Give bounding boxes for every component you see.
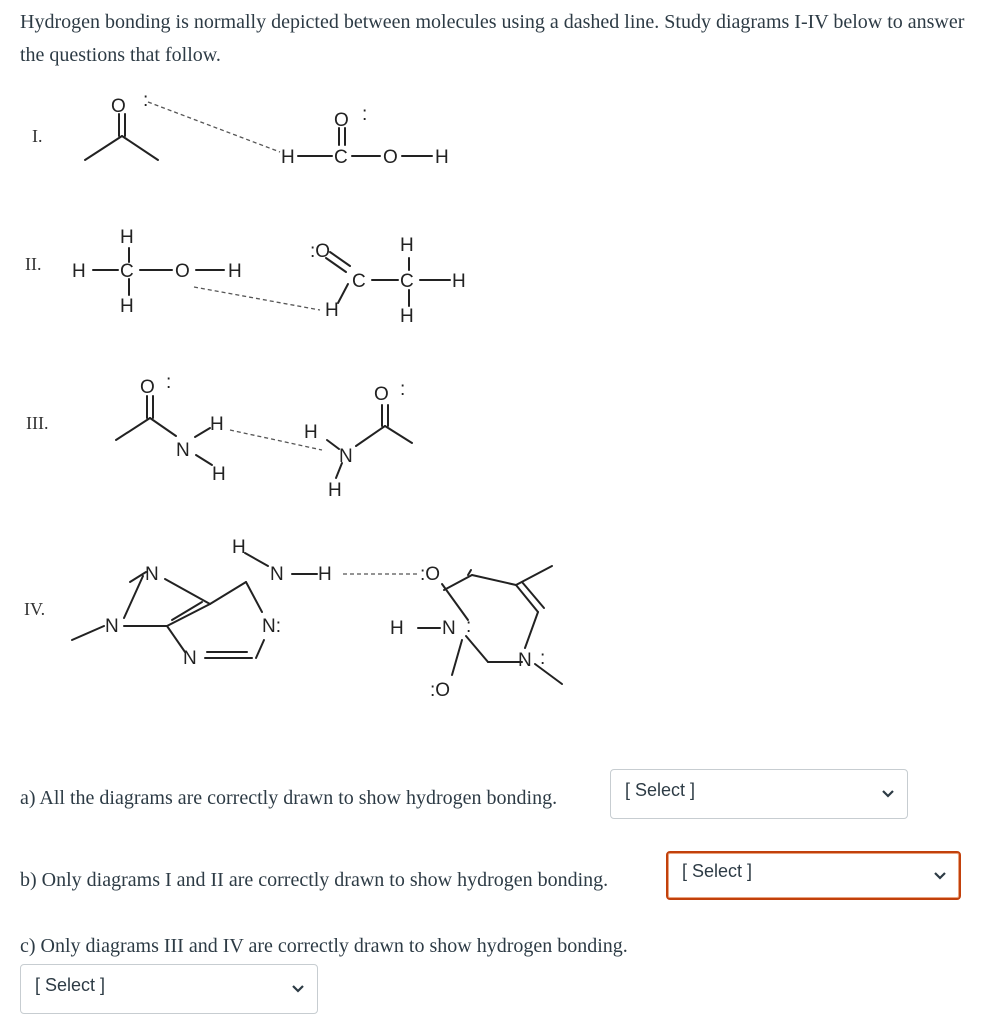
svg-text:C: C: [400, 271, 414, 292]
question-a-text: a) All the diagrams are correctly drawn to show hydrogen bonding.: [20, 787, 558, 809]
svg-text:N: N: [518, 650, 532, 671]
svg-text:C: C: [120, 261, 134, 282]
diagram-label-iii: III.: [26, 413, 49, 433]
svg-text:H: H: [120, 296, 134, 317]
svg-text:H: H: [210, 414, 224, 435]
svg-text:N: N: [339, 446, 353, 467]
question-b-select-value: [ Select ]: [682, 861, 753, 881]
svg-text:N: N: [442, 618, 456, 639]
svg-text:H: H: [328, 480, 342, 501]
svg-text:O: O: [140, 377, 155, 398]
svg-text:H: H: [120, 227, 134, 248]
svg-text:H: H: [400, 235, 414, 256]
svg-text::O: :O: [420, 564, 441, 585]
question-prompt: Hydrogen bonding is normally depicted between molecules using a dashed line. Study diagrams I-IV below to answer the questions that follow.: [20, 11, 965, 66]
svg-text:O: O: [111, 96, 126, 117]
svg-text:N: N: [145, 564, 159, 585]
svg-text:O: O: [374, 384, 389, 405]
svg-text::O: :O: [310, 241, 331, 262]
diagram-label-iv: IV.: [24, 599, 46, 619]
svg-text::O: :O: [430, 680, 451, 701]
question-c-text: c) Only diagrams III and IV are correctly drawn to show hydrogen bonding.: [20, 935, 628, 957]
svg-text:H: H: [325, 300, 339, 321]
svg-text:C: C: [352, 271, 366, 292]
svg-text:H: H: [318, 564, 332, 585]
svg-text:H: H: [452, 271, 466, 292]
svg-text:H: H: [390, 618, 404, 639]
question-b-text: b) Only diagrams I and II are correctly drawn to show hydrogen bonding.: [20, 869, 609, 891]
svg-text:H: H: [400, 306, 414, 327]
diagram-label-i: I.: [32, 126, 43, 146]
svg-text:N: N: [176, 440, 190, 461]
svg-text::: :: [540, 648, 546, 669]
svg-text:H: H: [228, 261, 242, 282]
svg-text:N:: N:: [262, 616, 281, 637]
chevron-down-icon: [881, 789, 895, 799]
svg-text::: :: [166, 372, 172, 393]
question-a-select[interactable]: [610, 769, 908, 819]
svg-text:O: O: [334, 110, 349, 131]
svg-text::: :: [362, 104, 368, 125]
svg-text:H: H: [281, 147, 295, 168]
diagram-label-ii: II.: [25, 254, 42, 274]
chevron-down-icon: [291, 984, 305, 994]
svg-text:H: H: [232, 537, 246, 558]
svg-text::: :: [400, 379, 406, 400]
svg-text:N: N: [270, 564, 284, 585]
svg-text:H: H: [72, 261, 86, 282]
question-c-select[interactable]: [20, 964, 318, 1014]
svg-text:N: N: [183, 648, 197, 669]
question-c-select-value: [ Select ]: [35, 974, 106, 995]
svg-text::: :: [143, 90, 149, 111]
svg-text:H: H: [304, 422, 318, 443]
svg-text:O: O: [383, 147, 398, 168]
svg-text:N: N: [105, 616, 119, 637]
question-b-select[interactable]: [666, 851, 961, 900]
svg-text:H: H: [212, 464, 226, 485]
chevron-down-icon: [933, 871, 947, 881]
question-a-select-value: [ Select ]: [625, 779, 696, 800]
svg-text:O: O: [175, 261, 190, 282]
svg-text::: :: [466, 616, 472, 637]
svg-text:H: H: [435, 147, 449, 168]
svg-text:C: C: [334, 147, 348, 168]
